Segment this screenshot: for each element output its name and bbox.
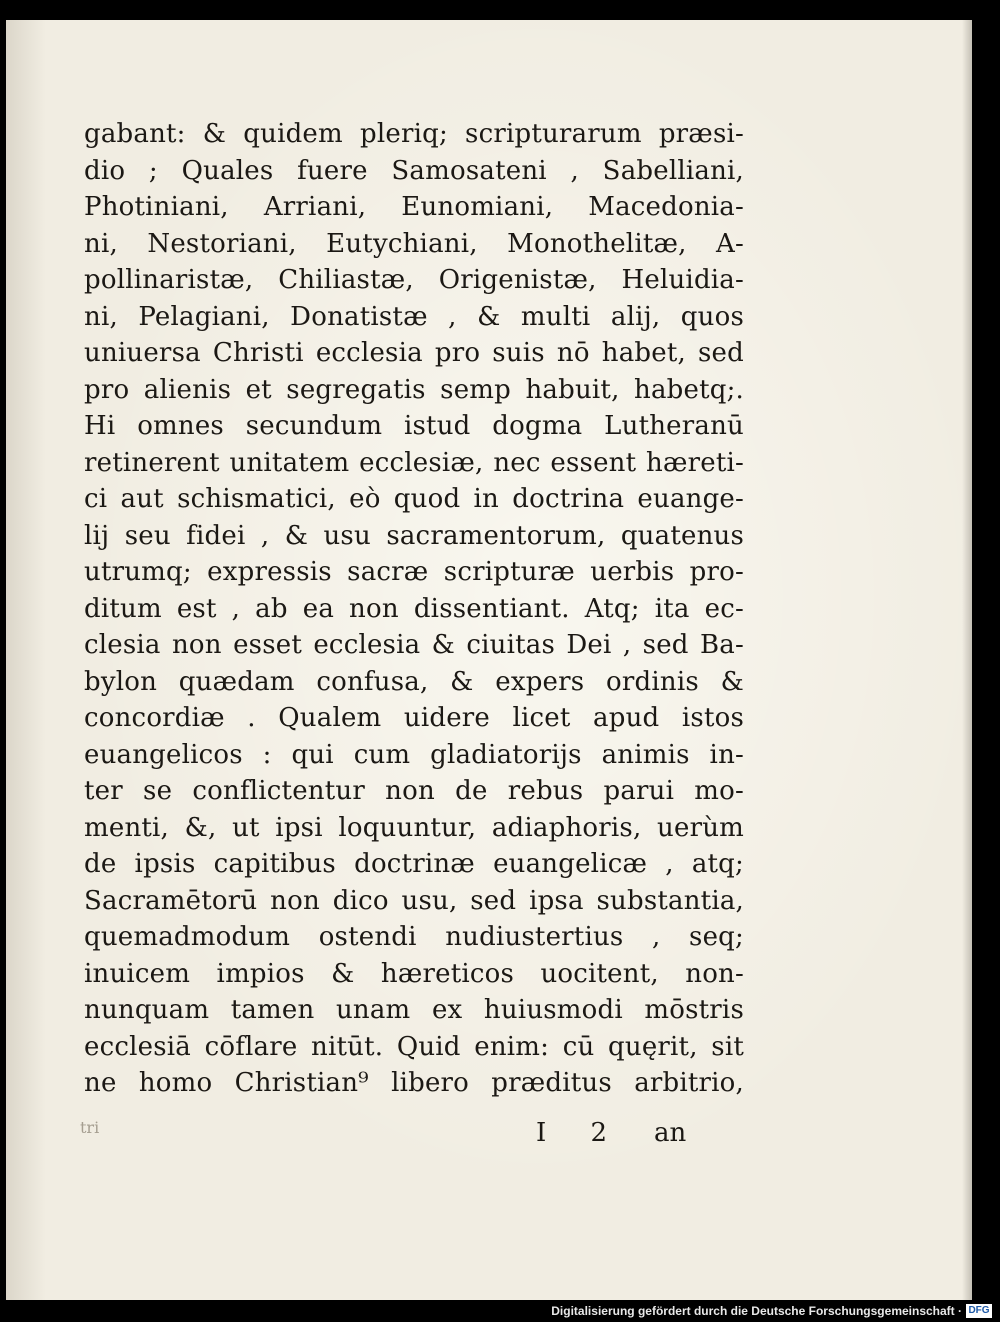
text-line: ni, Pelagiani, Donatistæ , & multi alij, quos [84,301,744,332]
text-line: menti, &, ut ipsi loquuntur, adiaphoris, uerùm [84,812,744,843]
text-line: Hi omnes secundum istud dogma Lutheranū [84,411,744,441]
text-line: Sacramētorū non dico usu, sed ipsa substantia, [84,885,744,916]
text-line: ci aut schismatici, eò quod in doctrina euange- [84,484,744,514]
catchword-row [6,1118,972,1154]
text-line: de ipsis capitibus doctrinæ euangelicæ , atq; [84,849,744,879]
text-line: concordiæ . Qualem uidere licet apud istos [84,703,744,733]
text-line: quemadmodum ostendi nudiustertius , seq; [84,922,744,952]
text-line: clesia non esset ecclesia & ciuitas Dei , sed Ba- [84,630,744,660]
text-line: uniuersa Christi ecclesia pro suis nō habet, sed [84,338,744,368]
text-line: retinerent unitatem ecclesiæ, nec essent hæreti- [84,447,744,478]
text-line: utrumq; expressis sacræ scripturæ uerbis pro- [84,557,744,587]
text-line: ter se conflictentur non de rebus parui mo- [84,776,744,806]
text-line: pollinaristæ, Chiliastæ, Origenistæ, Heluidia- [84,265,744,295]
text-block [84,116,744,1102]
catchword: an [654,1118,687,1148]
text-line: Photiniani, Arriani, Eunomiani, Macedonia- [84,192,744,222]
text-line: ni, Nestoriani, Eutychiani, Monothelitæ, A- [84,228,744,259]
text-line: pro alienis et segregatis semp habuit, habetq;. [84,374,744,405]
page-edge-shadow [962,20,972,1300]
text-line: ne homo Christian⁹ libero præditus arbitrio, [84,1068,744,1098]
text-line: euangelicos : qui cum gladiatorijs animis in- [84,739,744,770]
book-page [6,20,972,1300]
text-line: dio ; Quales fuere Samosateni , Sabelliani, [84,155,744,186]
footer-bar [0,1300,1000,1322]
text-line: bylon quædam confusa, & expers ordinis & [84,666,744,697]
text-line: ecclesiā cōflare nitūt. Quid enim: cū quęrit, sit [84,1031,744,1062]
dfg-logo: DFG [966,1304,992,1318]
signature-mark: I 2 [536,1118,626,1148]
margin-mark: tri [80,1118,100,1137]
funding-credit: Digitalisierung gefördert durch die Deutsche Forschungsgemeinschaft · [551,1304,962,1318]
text-line: lij seu fidei , & usu sacramentorum, quatenus [84,520,744,551]
text-line: inuicem impios & hæreticos uocitent, non- [84,958,744,989]
text-line: nunquam tamen unam ex huiusmodi mōstris [84,995,744,1025]
text-line: ditum est , ab ea non dissentiant. Atq; ita ec- [84,593,744,624]
text-line: gabant: & quidem pleriq; scripturarum præsi- [84,119,744,149]
